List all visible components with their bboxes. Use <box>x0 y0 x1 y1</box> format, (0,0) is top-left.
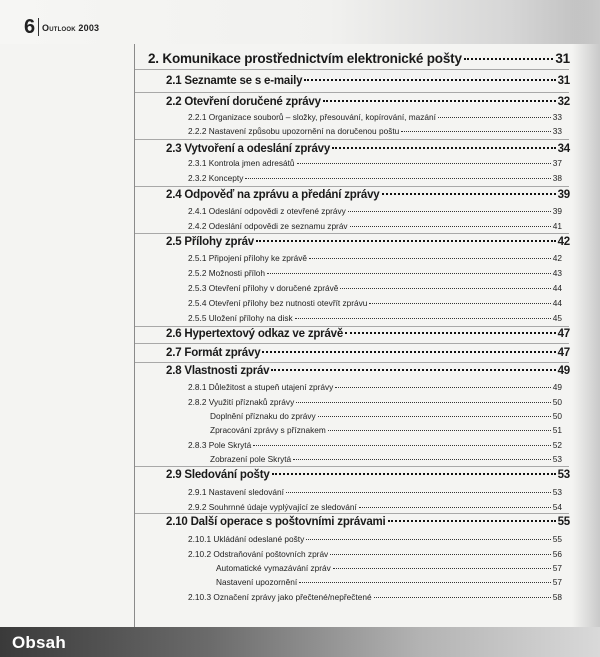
leader-dots <box>332 147 556 149</box>
toc-sub-2-5-4[interactable] <box>188 298 562 308</box>
leader-dots <box>345 332 556 334</box>
toc-sub-2-8-3[interactable] <box>188 440 562 450</box>
toc-entry-title: 2. Komunikace prostřednictvím elektronické pošty <box>148 51 462 66</box>
toc-entry-page: 57 <box>552 577 562 587</box>
leader-dots <box>318 416 551 417</box>
leader-dots <box>333 568 551 569</box>
toc-entry-page: 51 <box>552 425 562 435</box>
footer-section-title: Obsah <box>12 633 66 652</box>
leader-dots <box>306 539 551 540</box>
leader-dots <box>299 582 551 583</box>
toc-section-2-7[interactable] <box>166 347 570 359</box>
toc-sub-2-9-2[interactable] <box>188 502 562 512</box>
toc-sub-2-3-2[interactable] <box>188 173 562 183</box>
toc-subsub-2-10-2-a[interactable] <box>216 563 562 573</box>
toc-section-2-10[interactable] <box>166 516 570 528</box>
toc-entry-title: 2.7 Formát zprávy <box>166 347 261 359</box>
toc-entry-title: 2.1 Seznamte se s e-maily <box>166 75 303 87</box>
separator <box>135 466 569 467</box>
toc-entry-title: 2.8.2 Využití příznaků zprávy <box>188 397 295 407</box>
toc-entry-title: 2.5.4 Otevření přílohy bez nutnosti otevřít zprávu <box>188 298 368 308</box>
toc-entry-title: Zobrazení pole Skrytá <box>210 454 292 464</box>
page-number: 6 <box>24 16 36 38</box>
leader-dots <box>350 226 551 227</box>
leader-dots <box>256 240 556 242</box>
toc-entry-page: 33 <box>552 112 562 122</box>
toc-entry-title: 2.3.2 Koncepty <box>188 173 244 183</box>
toc-entry-title: 2.4 Odpověď na zprávu a předání zprávy <box>166 189 380 201</box>
toc-sub-2-3-1[interactable] <box>188 158 562 168</box>
leader-dots <box>245 178 550 179</box>
toc-entry-title: 2.9 Sledování pošty <box>166 469 270 481</box>
toc-subsub-2-8-2-b[interactable] <box>210 425 562 435</box>
toc-entry-page: 42 <box>552 253 562 263</box>
leader-dots <box>330 554 551 555</box>
toc-entry-page: 53 <box>552 487 562 497</box>
leader-dots <box>374 597 551 598</box>
toc-subsub-2-10-2-b[interactable] <box>216 577 562 587</box>
toc-entry-page: 32 <box>557 96 570 108</box>
toc-entry-title: 2.4.1 Odeslání odpovědi z otevřené zprávy <box>188 206 346 216</box>
toc-entry-page: 54 <box>552 502 562 512</box>
leader-dots <box>323 100 556 102</box>
leader-dots <box>382 193 556 195</box>
toc-entry-title: 2.8.3 Pole Skrytá <box>188 440 252 450</box>
toc-entry-title: 2.3 Vytvoření a odeslání zprávy <box>166 143 331 155</box>
toc-sub-2-4-1[interactable] <box>188 206 562 216</box>
leader-dots <box>262 351 555 353</box>
toc-entry-page: 53 <box>557 469 570 481</box>
toc-subsub-2-8-3-a[interactable] <box>210 454 562 464</box>
toc-entry-page: 39 <box>557 189 570 201</box>
leader-dots <box>293 459 551 460</box>
toc-entry-title: 2.5.5 Uložení přílohy na disk <box>188 313 293 323</box>
leader-dots <box>340 288 550 289</box>
toc-entry-title: 2.5.2 Možnosti příloh <box>188 268 266 278</box>
leader-dots <box>369 303 550 304</box>
toc-entry-title: 2.3.1 Kontrola jmen adresátů <box>188 158 295 168</box>
toc-entry-title: 2.5.1 Připojení přílohy ke zprávě <box>188 253 307 263</box>
toc-entry-title: 2.9.1 Nastavení sledování <box>188 487 284 497</box>
toc-entry-title: 2.8 Vlastnosti zpráv <box>166 365 270 377</box>
leader-dots <box>388 520 556 522</box>
toc-sub-2-10-2[interactable] <box>188 549 562 559</box>
toc-sub-2-10-1[interactable] <box>188 534 562 544</box>
separator <box>135 69 569 70</box>
toc-entry-page: 49 <box>552 382 562 392</box>
leader-dots <box>296 402 551 403</box>
leader-dots <box>359 507 551 508</box>
toc-entry-title: Doplnění příznaku do zprávy <box>210 411 316 421</box>
separator <box>135 326 569 327</box>
toc-entry-page: 34 <box>557 143 570 155</box>
toc-sub-2-10-3[interactable] <box>188 592 562 602</box>
leader-dots <box>272 473 556 475</box>
toc-chapter-2[interactable] <box>148 51 570 66</box>
leader-dots <box>295 318 551 319</box>
toc-entry-title: 2.6 Hypertextový odkaz ve zprávě <box>166 328 344 340</box>
toc-sub-2-2-1[interactable] <box>188 112 562 122</box>
leader-dots <box>267 273 551 274</box>
separator <box>135 139 569 140</box>
toc-entry-page: 42 <box>557 236 570 248</box>
separator <box>135 92 569 93</box>
toc-entry-page: 49 <box>557 365 570 377</box>
toc-entry-page: 44 <box>552 283 562 293</box>
toc-entry-title: Automatické vymazávání zpráv <box>216 563 331 573</box>
toc-section-2-2[interactable] <box>166 96 570 108</box>
separator <box>135 513 569 514</box>
toc-entry-page: 41 <box>552 221 562 231</box>
toc-entry-title: 2.9.2 Souhrnné údaje vyplývající ze sledování <box>188 502 357 512</box>
leader-dots <box>464 58 554 60</box>
toc-entry-title: 2.2.2 Nastavení způsobu upozornění na doručenou poštu <box>188 126 400 136</box>
toc-section-2-5[interactable] <box>166 236 570 248</box>
leader-dots <box>309 258 551 259</box>
toc-sub-2-2-2[interactable] <box>188 126 562 136</box>
toc-entry-page: 33 <box>552 126 562 136</box>
toc-entry-page: 31 <box>557 75 570 87</box>
separator <box>135 362 569 363</box>
toc-section-2-3[interactable] <box>166 143 570 155</box>
toc-sub-2-4-2[interactable] <box>188 221 562 231</box>
toc-entry-page: 31 <box>555 51 570 66</box>
leader-dots <box>297 163 551 164</box>
toc-entry-title: Nastavení upozornění <box>216 577 298 587</box>
toc-section-2-1[interactable] <box>166 75 570 87</box>
toc-entry-page: 45 <box>552 313 562 323</box>
separator <box>135 186 569 187</box>
toc-entry-page: 38 <box>552 173 562 183</box>
leader-dots <box>253 445 551 446</box>
leader-dots <box>335 387 550 388</box>
toc-entry-title: Zpracování zprávy s příznakem <box>210 425 326 435</box>
leader-dots <box>348 211 551 212</box>
toc-section-2-6[interactable] <box>166 328 570 340</box>
toc-entry-page: 58 <box>552 592 562 602</box>
leader-dots <box>304 79 555 81</box>
toc-entry-title: 2.10 Další operace s poštovními zprávami <box>166 516 386 528</box>
toc-sub-2-9-1[interactable] <box>188 487 562 497</box>
toc-entry-title: 2.4.2 Odeslání odpovědi ze seznamu zpráv <box>188 221 348 231</box>
toc-entry-page: 57 <box>552 563 562 573</box>
toc-entry-page: 52 <box>552 440 562 450</box>
toc-entry-title: 2.8.1 Důležitost a stupeň utajení zprávy <box>188 382 334 392</box>
toc-sub-2-8-1[interactable] <box>188 382 562 392</box>
toc-entry-title: 2.2 Otevření doručené zprávy <box>166 96 321 108</box>
toc-sub-2-5-5[interactable] <box>188 313 562 323</box>
separator <box>135 343 569 344</box>
toc-entry-page: 47 <box>557 328 570 340</box>
leader-dots <box>438 117 551 118</box>
toc-entry-page: 55 <box>552 534 562 544</box>
leader-dots <box>271 369 555 371</box>
footer-band <box>0 627 600 657</box>
leader-dots <box>328 430 551 431</box>
separator <box>135 233 569 234</box>
book-title: Outlook 2003 <box>42 23 100 33</box>
toc-section-2-9[interactable] <box>166 469 570 481</box>
toc-entry-title: 2.5.3 Otevření přílohy v doručené zprávě <box>188 283 339 293</box>
toc-entry-page: 55 <box>557 516 570 528</box>
toc-entry-page: 50 <box>552 411 562 421</box>
toc-entry-title: 2.5 Přílohy zpráv <box>166 236 254 248</box>
leader-dots <box>286 492 551 493</box>
toc-entry-page: 37 <box>552 158 562 168</box>
toc-sub-2-8-2[interactable] <box>188 397 562 407</box>
toc-section-2-4[interactable] <box>166 189 570 201</box>
toc-sub-2-5-3[interactable] <box>188 283 562 293</box>
toc-entry-page: 53 <box>552 454 562 464</box>
toc-entry-page: 50 <box>552 397 562 407</box>
toc-sub-2-5-1[interactable] <box>188 253 562 263</box>
toc-entry-page: 44 <box>552 298 562 308</box>
toc-sub-2-5-2[interactable] <box>188 268 562 278</box>
toc-entry-page: 43 <box>552 268 562 278</box>
toc-entry-title: 2.10.2 Odstraňování poštovních zpráv <box>188 549 329 559</box>
toc-subsub-2-8-2-a[interactable] <box>210 411 562 421</box>
toc-entry-title: 2.10.3 Označení zprávy jako přečtené/nepřečtené <box>188 592 372 602</box>
toc-entry-title: 2.10.1 Ukládání odeslané pošty <box>188 534 305 544</box>
toc-entry-page: 56 <box>552 549 562 559</box>
leader-dots <box>401 131 551 132</box>
toc-entry-page: 47 <box>557 347 570 359</box>
toc-entry-page: 39 <box>552 206 562 216</box>
toc-entry-title: 2.2.1 Organizace souborů – složky, přesouvání, kopírování, mazání <box>188 112 436 122</box>
toc-section-2-8[interactable] <box>166 365 570 377</box>
